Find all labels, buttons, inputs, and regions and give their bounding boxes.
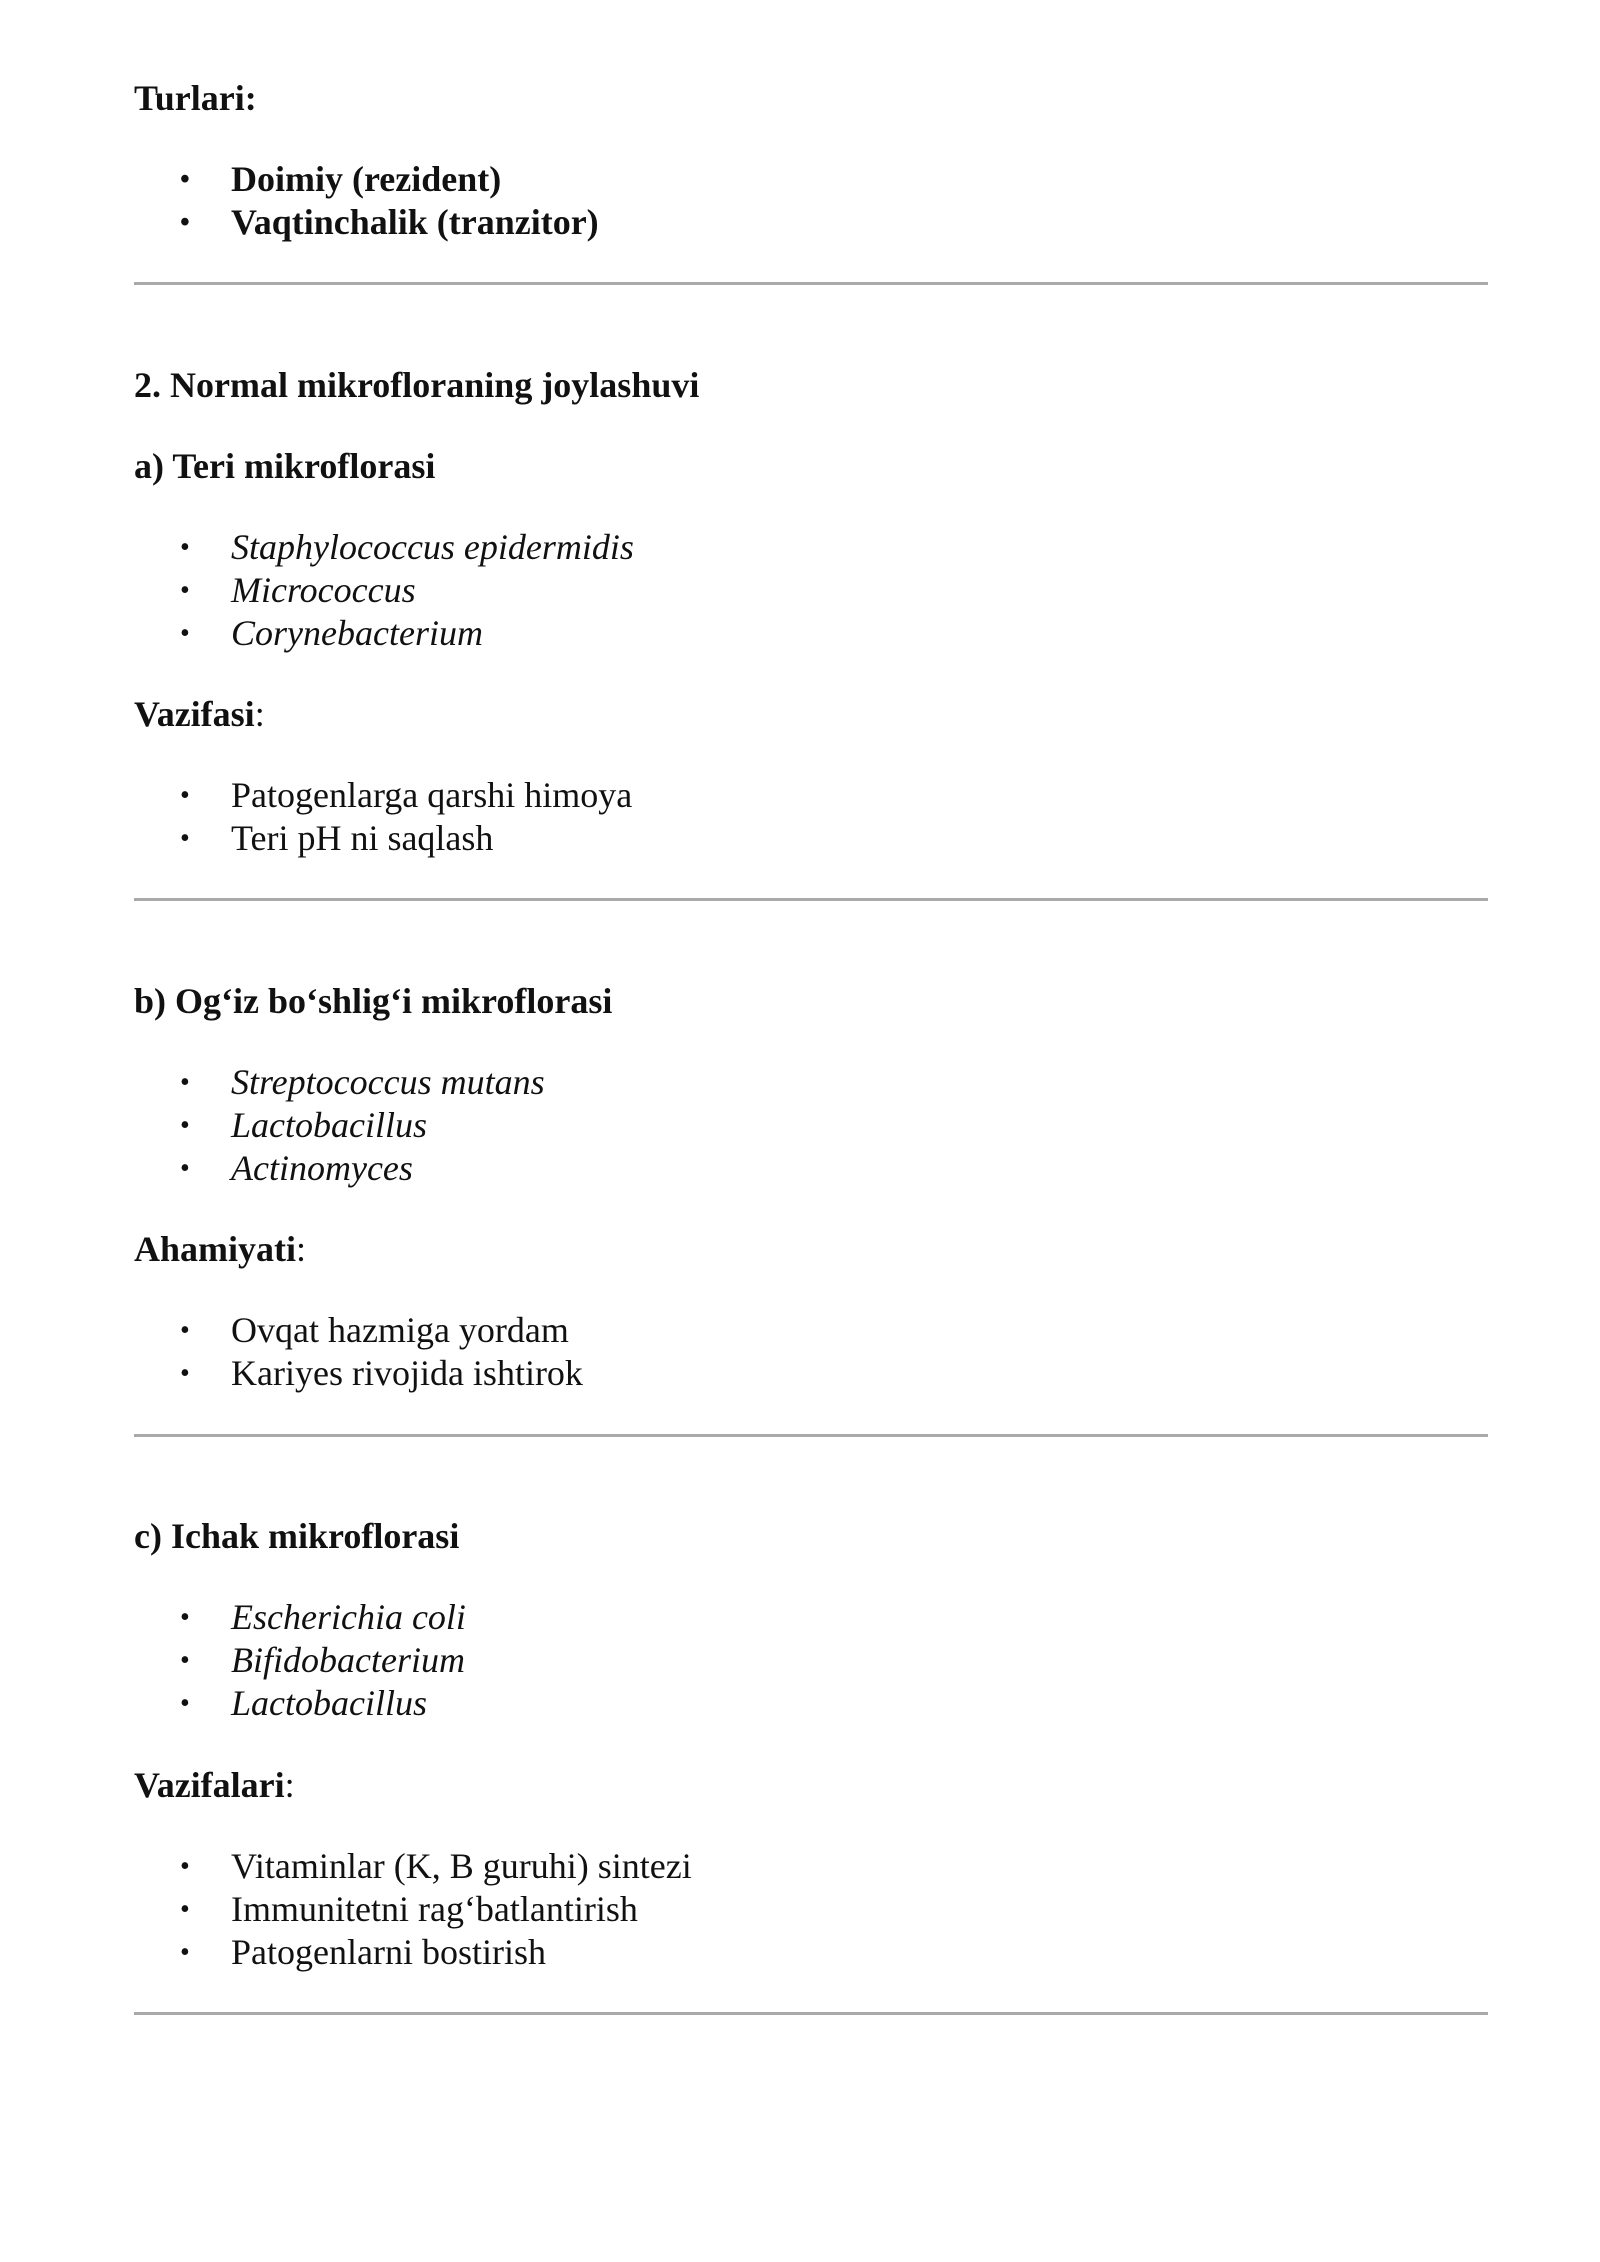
oral-section — [134, 980, 1484, 1023]
bullet-icon: • — [180, 618, 190, 649]
skin-organisms-wrap — [134, 526, 1484, 655]
list-item: • Doimiy (rezident) — [180, 159, 502, 199]
types-list — [134, 158, 1484, 244]
bullet-icon: • — [180, 1110, 190, 1141]
list-item: • Actinomyces — [180, 1148, 413, 1188]
skin-section — [134, 445, 1484, 488]
bullet-icon: • — [180, 532, 190, 563]
list-item: • Lactobacillus — [180, 1105, 427, 1145]
bullet-icon: • — [180, 1153, 190, 1184]
bullet-icon: • — [180, 1937, 190, 1968]
gut-label-wrap — [134, 1764, 1484, 1807]
bullet-icon: • — [180, 1602, 190, 1633]
list-item: • Immunitetni rag‘batlantirish — [180, 1889, 638, 1929]
oral-label-wrap — [134, 1228, 1484, 1271]
oral-organisms-wrap — [134, 1061, 1484, 1190]
skin-label: Vazifasi: — [134, 694, 265, 734]
list-item: • Lactobacillus — [180, 1683, 427, 1723]
bullet-icon: • — [180, 1688, 190, 1719]
bullet-icon: • — [180, 207, 190, 238]
section2 — [134, 364, 1484, 407]
list-item: • Teri pH ni saqlash — [180, 818, 494, 858]
oral-points-wrap — [134, 1309, 1484, 1395]
bullet-icon: • — [180, 164, 190, 195]
list-item: • Patogenlarga qarshi himoya — [180, 775, 633, 815]
gut-organisms-wrap — [134, 1596, 1484, 1725]
divider — [134, 282, 1488, 285]
skin-points-list — [134, 774, 1484, 860]
list-item: • Streptococcus mutans — [180, 1062, 545, 1102]
list-item: • Vitaminlar (K, B guruhi) sintezi — [180, 1846, 692, 1886]
list-item: • Patogenlarni bostirish — [180, 1932, 546, 1972]
oral-points-list — [134, 1309, 1484, 1395]
list-item: • Vaqtinchalik (tranzitor) — [180, 202, 599, 242]
list-item: • Ovqat hazmiga yordam — [180, 1310, 569, 1350]
bullet-icon: • — [180, 1645, 190, 1676]
divider — [134, 2012, 1488, 2015]
divider — [134, 898, 1488, 901]
bullet-icon: • — [180, 823, 190, 854]
skin-heading: a) Teri mikroflorasi — [134, 446, 436, 486]
skin-points-wrap — [134, 774, 1484, 860]
bullet-icon: • — [180, 1851, 190, 1882]
list-item: • Staphylococcus epidermidis — [180, 527, 634, 567]
divider — [134, 1434, 1488, 1437]
oral-label: Ahamiyati: — [134, 1229, 307, 1269]
bullet-icon: • — [180, 575, 190, 606]
gut-organisms-list — [134, 1596, 1484, 1725]
skin-organisms-list — [134, 526, 1484, 655]
bullet-icon: • — [180, 1067, 190, 1098]
gut-points-wrap — [134, 1845, 1484, 1974]
gut-section — [134, 1515, 1484, 1558]
types-list-wrap — [134, 158, 1484, 244]
bullet-icon: • — [180, 1315, 190, 1346]
list-item: • Kariyes rivojida ishtirok — [180, 1353, 583, 1393]
bullet-icon: • — [180, 1358, 190, 1389]
list-item: • Micrococcus — [180, 570, 416, 610]
gut-label: Vazifalari: — [134, 1765, 295, 1805]
types-heading: Turlari: — [134, 78, 257, 118]
bullet-icon: • — [180, 780, 190, 811]
bullet-icon: • — [180, 1894, 190, 1925]
gut-points-list — [134, 1845, 1484, 1974]
oral-heading: b) Og‘iz bo‘shlig‘i mikroflorasi — [134, 981, 613, 1021]
types-section — [134, 77, 1484, 120]
list-item: • Bifidobacterium — [180, 1640, 465, 1680]
list-item: • Corynebacterium — [180, 613, 483, 653]
oral-organisms-list — [134, 1061, 1484, 1190]
skin-label-wrap — [134, 693, 1484, 736]
gut-heading: c) Ichak mikroflorasi — [134, 1516, 460, 1556]
section2-heading: 2. Normal mikrofloraning joylashuvi — [134, 365, 700, 405]
list-item: • Escherichia coli — [180, 1597, 466, 1637]
